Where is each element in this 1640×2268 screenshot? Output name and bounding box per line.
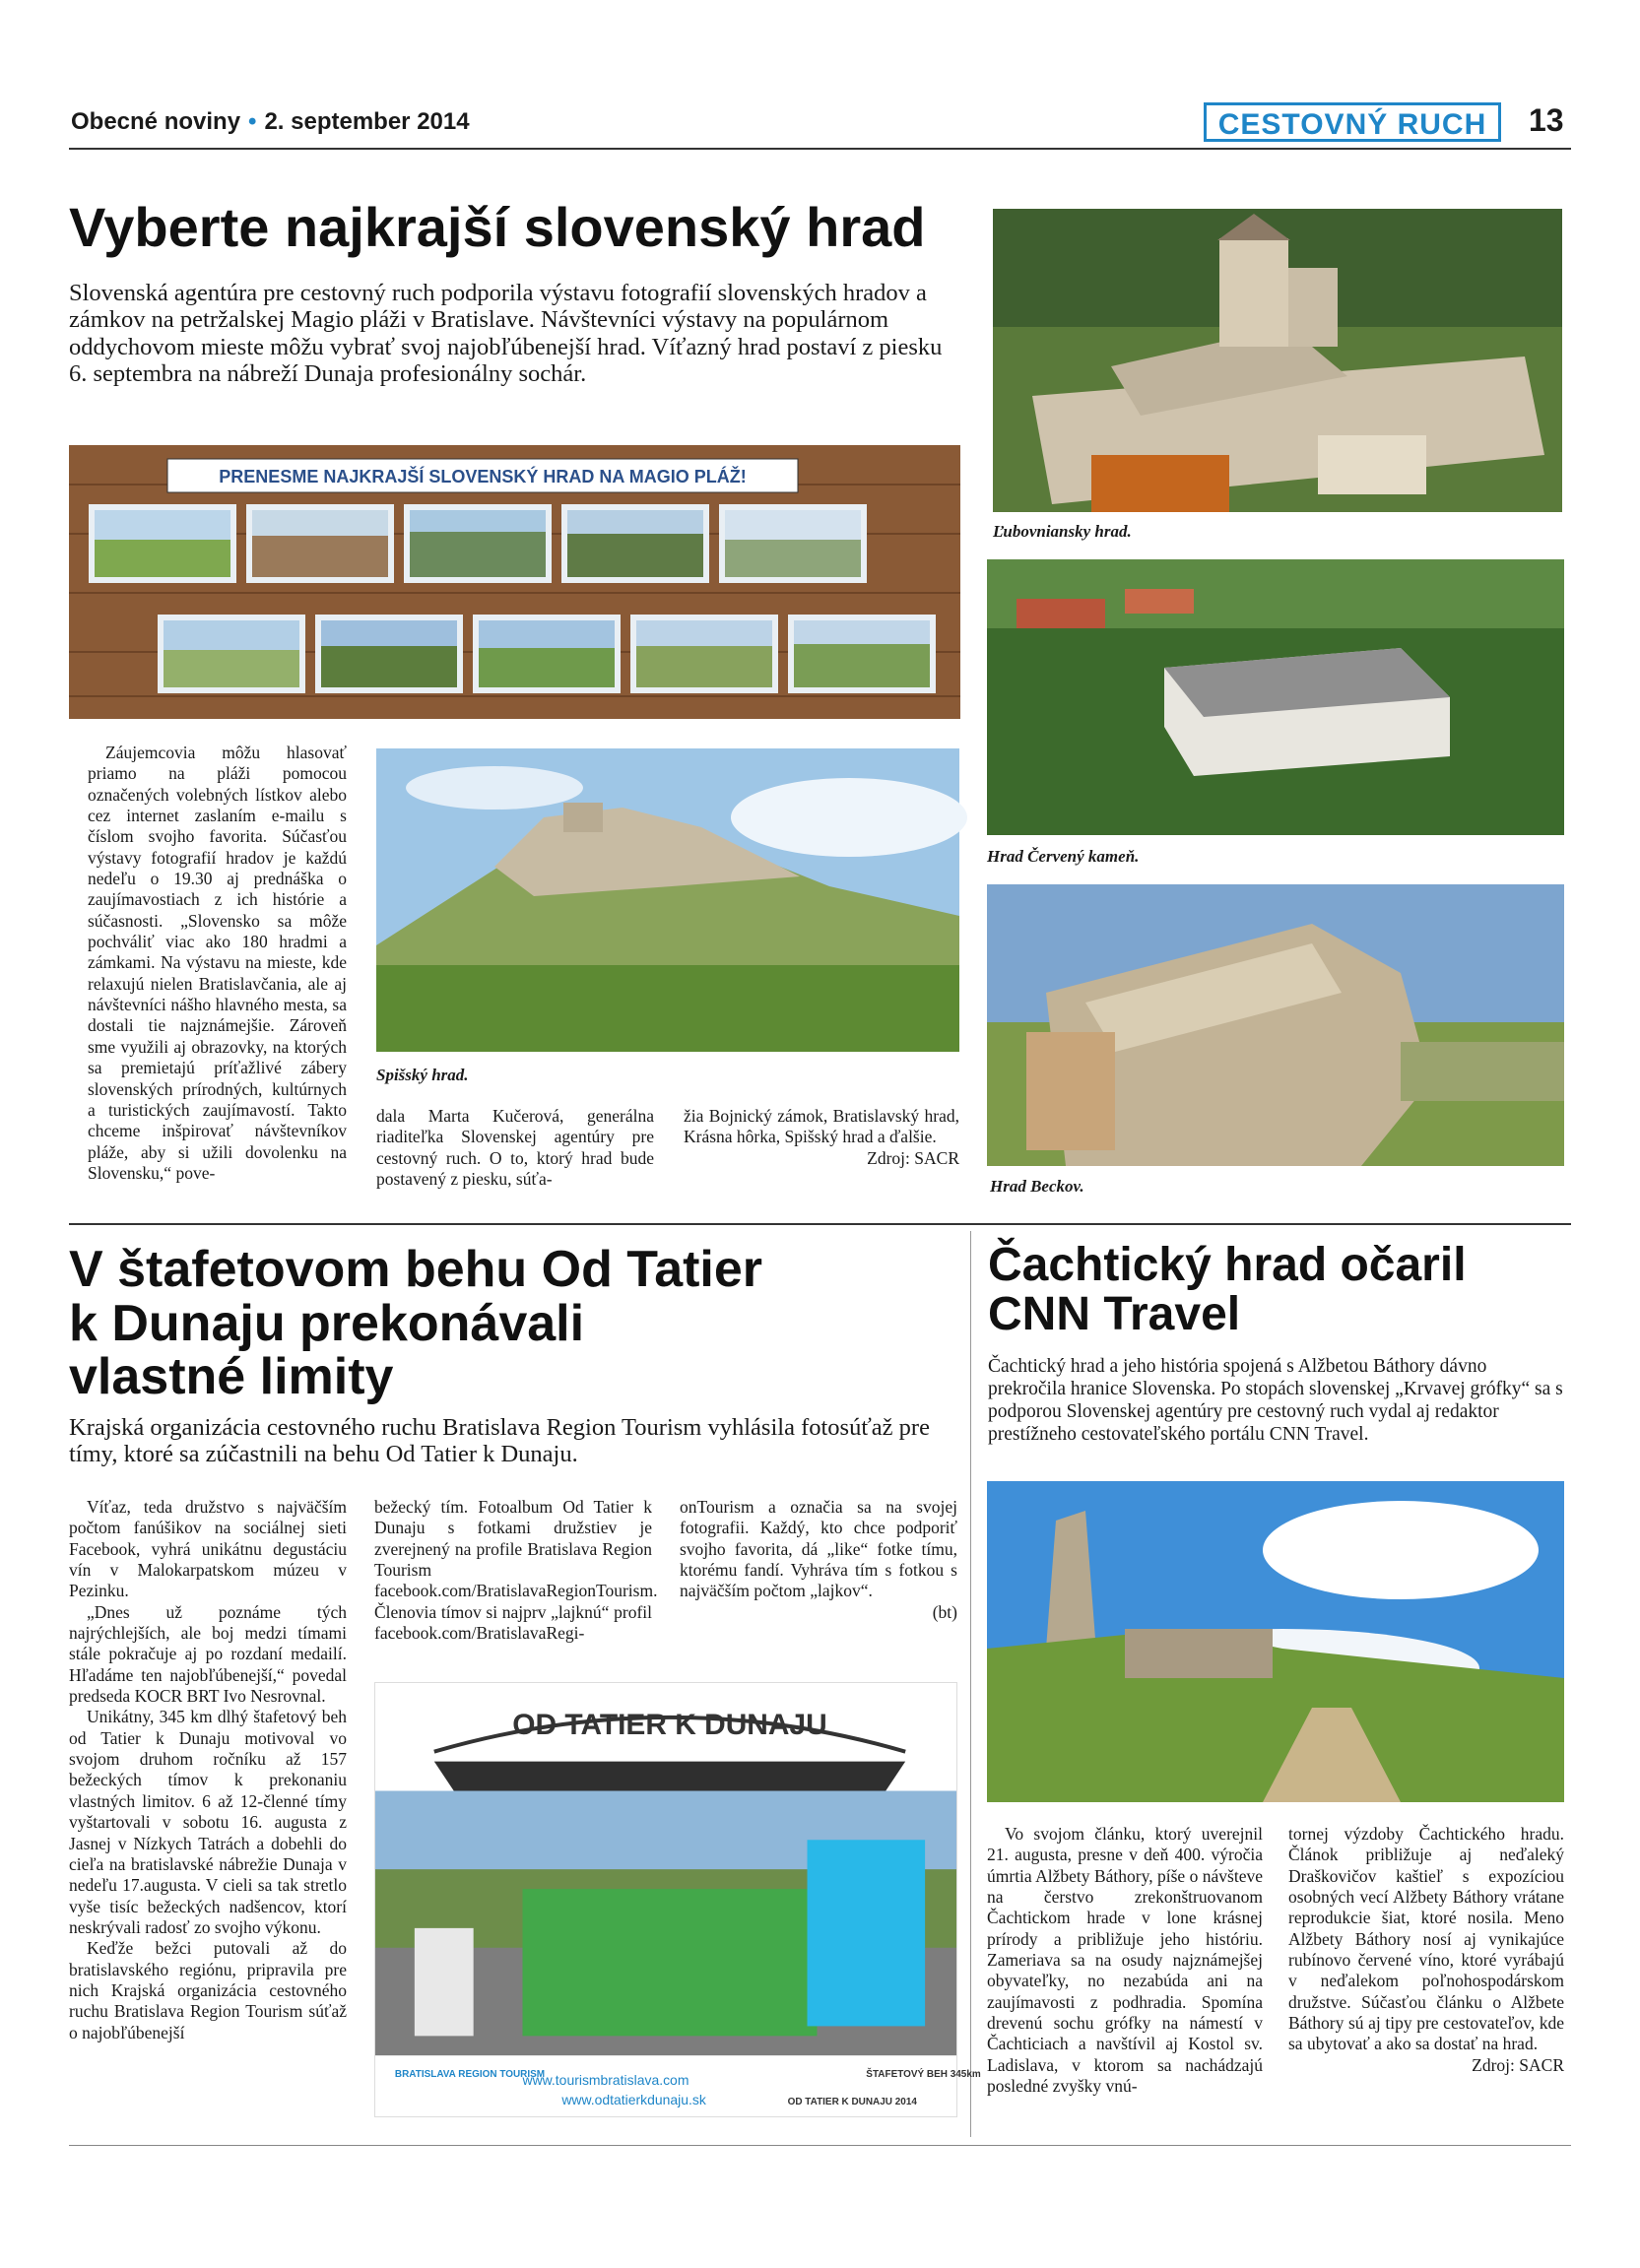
paper-name: Obecné noviny <box>71 108 241 135</box>
article2-col3-text: onTourism a označia sa na svojej fotografii. Každý, kto chce podporiť svojho favorita, dá „like“ fotke tímu, ktorému fandí. Vyhráva tím s fotkou s najväčším počtom „lajkov“. <box>680 1497 957 1601</box>
race-photo <box>374 1682 981 2117</box>
poster-sponsor: BRATISLAVA REGION TOURISM <box>394 2069 546 2081</box>
cachtice-photo <box>987 1481 1564 1802</box>
article3-title <box>988 1241 1569 1340</box>
lubovna-castle-image <box>993 209 1562 512</box>
article2-title-line2: k Dunaju prekonávali <box>69 1294 585 1352</box>
banner-text: PRENESME NAJKRAJŠÍ SLOVENSKÝ HRAD NA MAGIO PLÁŽ! <box>219 467 747 486</box>
article3-col1-text: Vo svojom článku, ktorý uverejnil 21. augusta, presne v deň 400. výročia úmrtia Alžbety Báthory, píše o návšteve na čerstvo zrekonštruovanom Čachtickom hrade v lone krásnej prírody a približuje jeho históriu. Zameriava sa na osudy najznámejšej obyvateľky, no nezabúda ani na zaujímavosti z podhradia. Spomína drevenú sochu grófky na námestí v Čachticiach a navštívil aj Kostol sv. Ladislava, v ktorom sa nachádzajú posledné zvyšky vnú- <box>987 1824 1263 2097</box>
article2-title-line1: V štafetovom behu Od Tatier <box>69 1241 763 1298</box>
cachtice-castle-image <box>987 1481 1564 1802</box>
article2-byline: (bt) <box>932 1601 957 1622</box>
poster-url2: www.odtatierkdunaju.sk <box>561 2092 706 2108</box>
caption-spis: Spišský hrad. <box>376 1066 469 1084</box>
masthead <box>71 108 470 136</box>
article1-lead: Slovenská agentúra pre cestovný ruch podporila výstavu fotografií slovenských hradov a zámkov na petržalskej Magio pláži v Bratislave. Návštevníci výstavy na populárnom oddychovom mieste môžu vybrať svoj najobľúbenejší hrad. Víťazný hrad postaví z piesku 6. septembra na nábreží Dunaja profesionálny sochár. <box>69 280 943 388</box>
article2-col1-p3: Unikátny, 345 km dlhý štafetový beh od Tatier k Dunaju motivoval vo svojom druhom ročníku až 157 bežeckých tímov k prekonaniu vlastných limitov. 6 až 12-členné tímy vyštartovali v sobotu 16. augusta z Jasnej v Nízkych Tatrách a dobehli do cieľa na bratislavské nábrežie Dunaja v nedeľu 17.augusta. V cieli sa tak stretlo vyše tisíc bežeckých nadšencov, ktorí neskrývali radosť zo svojho výkonu. <box>69 1707 347 1937</box>
poster-url1: www.tourismbratislava.com <box>522 2072 689 2089</box>
article1-source: Zdroj: SACR <box>867 1147 959 1168</box>
article2-lead: Krajská organizácia cestovného ruchu Bratislava Region Tourism vyhlásila fotosúťaž pre tímy, ktoré sa zúčastnili na behu Od Tatier k Dunaju. <box>69 1414 930 1468</box>
section-rule <box>69 1223 1571 1225</box>
article1-col3-text: žia Bojnický zámok, Bratislavský hrad, Krásna hôrka, Spišský hrad a ďalšie. <box>684 1106 959 1147</box>
cerveny-kamen-photo <box>987 559 1564 835</box>
column-divider <box>970 1231 971 2137</box>
header-rule <box>69 148 1571 150</box>
page-number: 13 <box>1529 102 1564 138</box>
article3-lead: Čachtický hrad a jeho história spojená s Alžbetou Báthory dávno prekročila hranice Slovenska. Po stopách slovenskej „Krvavej grófky“ sa s podporou Slovenskej agentúry pre cestovný ruch vydal aj redaktor prestížneho cestovateľského portálu CNN Travel. <box>988 1356 1563 1445</box>
race-poster-image <box>375 1683 981 2116</box>
beckov-photo <box>987 884 1564 1166</box>
article1-col1 <box>88 743 347 1184</box>
article3-title-line1: Čachtický hrad očaril <box>988 1239 1467 1291</box>
article3-title-line2: CNN Travel <box>988 1288 1241 1341</box>
beckov-castle-image <box>987 884 1564 1166</box>
article2-col2: bežecký tím. Fotoalbum Od Tatier k Dunaju s fotkami družstiev je zverejnený na profile Bratislava Region Tourism facebook.com/BratislavaRegionTourism. Členovia tímov si najprv „lajknú“ profil facebook.com/BratislavaRegi- <box>374 1497 658 1644</box>
poster-badge: OD TATIER K DUNAJU 2014 <box>787 2097 917 2108</box>
article3-source: Zdroj: SACR <box>1472 2054 1564 2075</box>
article2-col1 <box>69 1497 347 2043</box>
spis-castle-image <box>376 748 959 1052</box>
article1-col2: dala Marta Kučerová, generálna riaditeľka Slovenskej agentúry pre cestovný ruch. O to, ktorý hrad bude postavený z piesku, súťa- <box>376 1106 654 1190</box>
article2-col1-p2: „Dnes už poznáme tých najrýchlejších, ale boj medzi tímami stále pokračuje aj po rozdaní medailí. Hľadáme ten najobľúbenejší,“ povedal predseda KOCR BRT Ivo Nesrovnal. <box>69 1601 347 1707</box>
exhibition-photo <box>69 445 960 719</box>
article1-title: Vyberte najkrajší slovenský hrad <box>69 196 926 258</box>
poster-headline: OD TATIER K DUNAJU <box>512 1708 827 1741</box>
article2-title <box>69 1243 955 1404</box>
article3-col1 <box>987 1824 1263 2097</box>
bottom-rule <box>69 2145 1571 2146</box>
article1-col3 <box>684 1106 959 1169</box>
article1-col1-text: Záujemcovia môžu hlasovať priamo na pláži pomocou označených volebných lístkov alebo cez internet zaslaním e-mailu s číslom svojho favorita. Súčasťou výstavy fotografií hradov je každú nedeľu o 19.30 aj prednáška o zaujímavostiach z ich histórie a súčasnosti. „Slovensko sa môže pochváliť viac ako 180 hradmi a zámkami. Na výstavu na mieste, kde relaxujú nielen Bratislavčania, ale aj návštevníci nášho hlavného mesta, sa dostali tie najznámejšie. Zároveň sme využili aj obrazovky, na ktorých sa premietajú príťažlivé zábery slovenských prírodných, kultúrnych a turistických zaujímavostí. Takto chceme inšpirovať návštevníkov pláže, aby si užili dovolenku na Slovensku,“ pove- <box>88 743 347 1183</box>
article2-title-line3: vlastné limity <box>69 1348 394 1406</box>
section-tag: CESTOVNÝ RUCH <box>1204 102 1501 142</box>
article2-col3 <box>680 1497 957 1623</box>
issue-date: 2. september 2014 <box>264 108 470 135</box>
spis-photo <box>376 748 959 1052</box>
lubovna-photo <box>993 209 1562 512</box>
caption-lubovna: Ľubovniansky hrad. <box>993 522 1132 541</box>
exhibition-board-image <box>69 445 960 719</box>
cerveny-kamen-castle-image <box>987 559 1564 835</box>
poster-race: ŠTAFETOVÝ BEH 345km <box>866 2069 981 2081</box>
article3-col2-text: tornej výzdoby Čachtického hradu. Článok približuje aj neďaleký Draškovičov kaštieľ s expozíciou osobných vecí Alžbety Báthory vrátane reprodukcie šiat, ktoré nosila. Meno Alžbety Báthory nosí aj vynikajúce rubínovo červené víno, ktoré vyrábajú v neďalekom poľnohospodárskom družstve. Súčasťou článku o Alžbete Báthory sú aj tipy pre cestovateľov, kde sa ubytovať a ako sa dostať na hrad. <box>1288 1824 1564 2054</box>
caption-cerveny-kamen: Hrad Červený kameň. <box>987 847 1140 866</box>
article2-col1-p4: Keďže bežci putovali až do bratislavského regiónu, pripravila pre nich Krajská organizácia cestovného ruchu Bratislava Region Tourism súťaž o najobľúbenejší <box>69 1938 347 2042</box>
caption-beckov: Hrad Beckov. <box>990 1177 1084 1196</box>
article2-col1-p1: Víťaz, teda družstvo s najväčším počtom fanúšikov na sociálnej sieti Facebook, vyhrá unikátnu degustáciu vín v Malokarpatskom múzeu v Pezinku. <box>69 1497 347 1601</box>
article3-col2 <box>1288 1824 1564 2076</box>
separator-dot: • <box>248 108 257 135</box>
